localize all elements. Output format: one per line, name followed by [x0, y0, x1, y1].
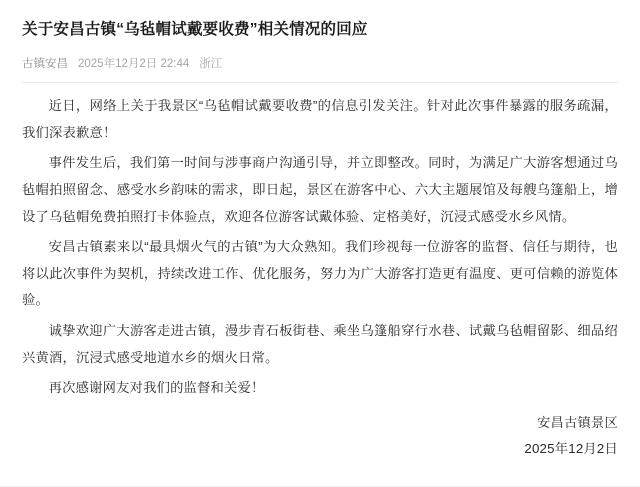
signature-date: 2025年12月2日	[524, 441, 618, 457]
page-title: 关于安昌古镇“乌毡帽试戴要收费”相关情况的回应	[22, 21, 368, 38]
meta-datetime: 2025年12月2日 22:44	[78, 58, 190, 71]
paragraph: 近日，网络上关于我景区“乌毡帽试戴要收费”的信息引发关注。针对此次事件暴露的服务疏漏，我们深表歉意！	[22, 98, 618, 140]
paragraph: 再次感谢网友对我们的监督和关爱！	[48, 380, 265, 396]
paragraph: 安昌古镇素来以“最具烟火气的古镇”为大众熟知。我们珍视每一位游客的监督、信任与期待，也将以此次事件为契机，持续改进工作、优化服务，努力为广大游客打造更有温度、更可信赖的游览体验。	[22, 239, 618, 308]
paragraph: 诚挚欢迎广大游客走进古镇，漫步青石板街巷、乘坐乌篷船穿行水巷、试戴乌毡帽留影、细品绍兴黄酒，沉浸式感受地道水乡的烟火日常。	[22, 323, 618, 365]
paragraph: 事件发生后，我们第一时间与涉事商户沟通引导，并立即整改。同时，为满足广大游客想通过乌毡帽拍照留念、感受水乡韵味的需求，即日起，景区在游客中心、六大主题展馆及每艘乌篷船上，增设了乌毡帽免费拍照打卡体验点，欢迎各位游客试戴体验、定格美好，沉浸式感受水乡风情。	[22, 155, 618, 224]
meta-source[interactable]: 古镇安昌	[22, 58, 68, 71]
article-meta	[22, 55, 618, 71]
meta-location: 浙江	[199, 58, 223, 71]
signature: 安昌古镇景区	[537, 414, 618, 430]
article-body	[22, 93, 618, 463]
header-divider	[22, 82, 618, 83]
